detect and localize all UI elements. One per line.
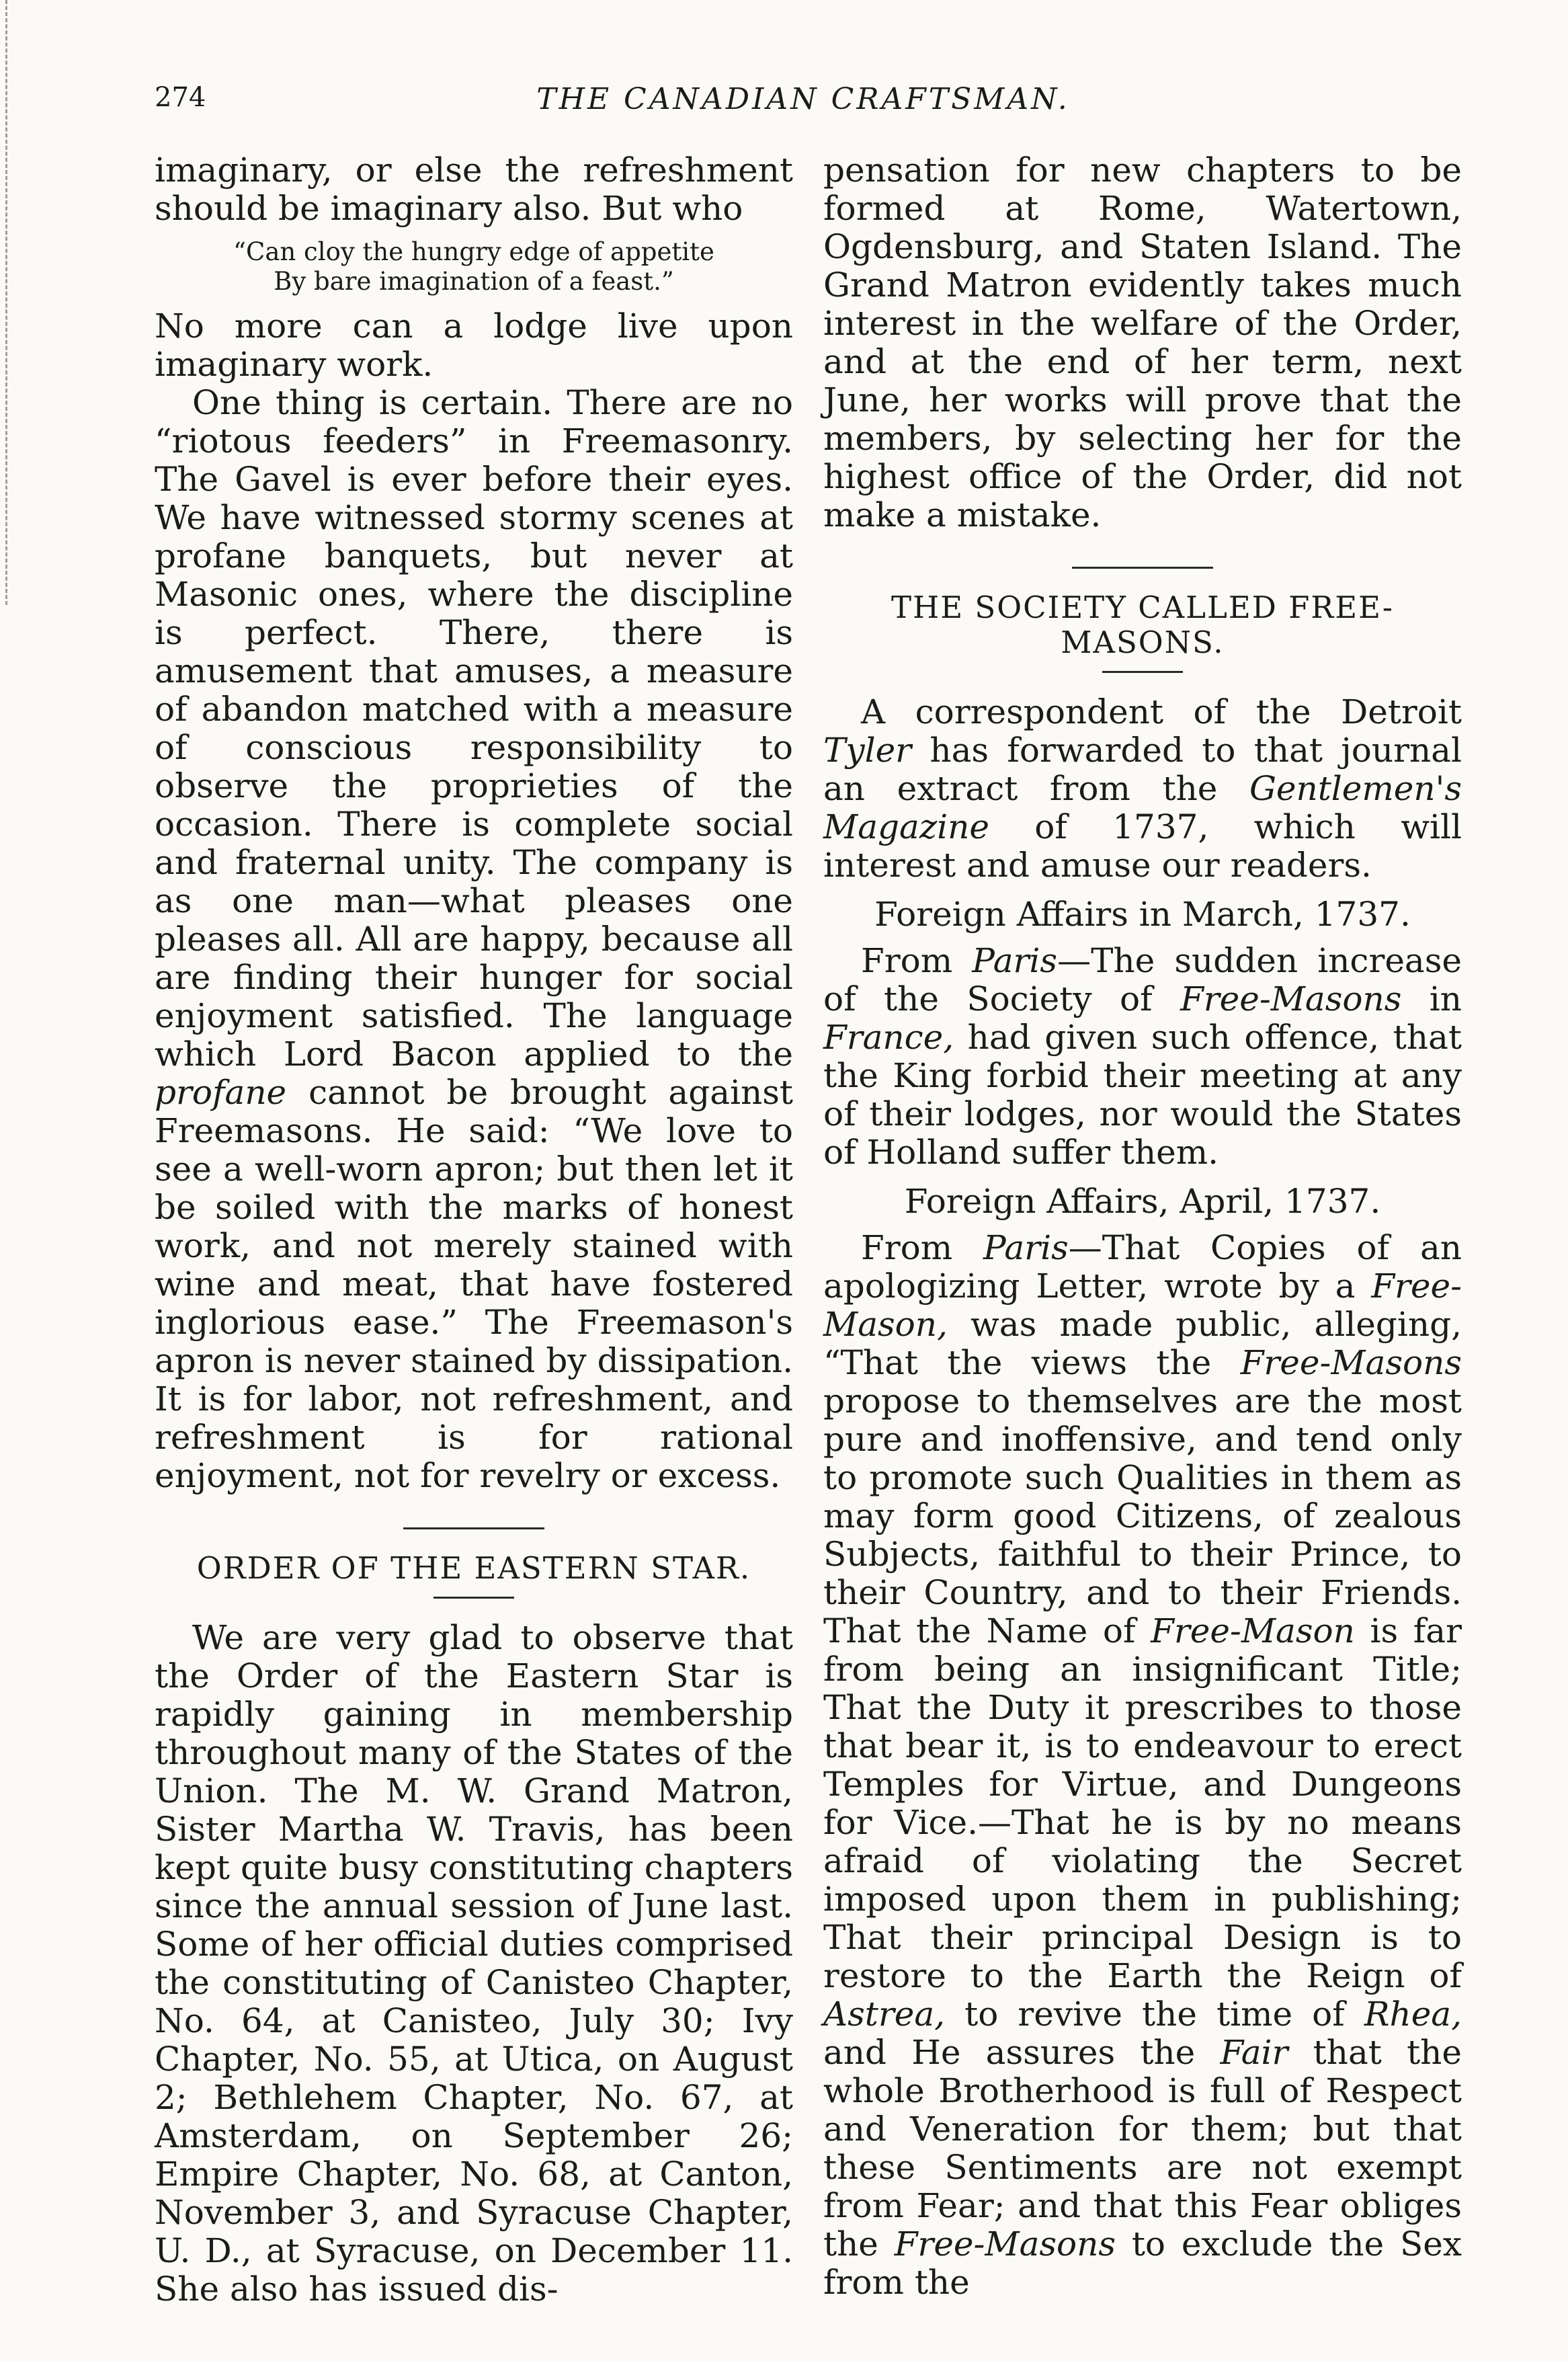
italic-run: Gentlemen's Magazine [823, 769, 1462, 846]
text-run: had given such offence, that the King forbid their meeting at any of their lodges, nor would the States of Holland suffer them. [823, 1018, 1462, 1172]
page-header [155, 74, 1452, 141]
text-run: and He assures the [823, 2033, 1196, 2072]
italic-run: Free-Masons [1180, 979, 1402, 1018]
italic-run: Rhea, [1364, 1995, 1462, 2034]
running-title: THE CANADIAN CRAFTSMAN. [536, 82, 1070, 116]
page-number: 274 [155, 82, 206, 113]
section-divider [403, 1527, 544, 1529]
italic-run: Tyler [823, 731, 912, 770]
text-run: A correspondent of the Detroit [861, 692, 1462, 731]
paragraph-correspondent [823, 693, 1462, 885]
verse-line-2: By bare imagination of a feast.” [274, 267, 674, 296]
heading-underline [1102, 671, 1183, 673]
heading-underline [434, 1597, 514, 1599]
paragraph-eastern-star: We are very glad to observe that the Order of the Eastern Star is rapidly gaining in membership throughout many of the States of the Union. The M. W. Grand Matron, Sister Martha W. Travis, has been kept quite busy constituting chapters since the annual session of June last. Some of her official duties comprised the constituting of Canisteo Chapter, No. 64, at Canisteo, July 30; Ivy Chapter, No. 55, at Utica, on August 2; Bethlehem Chapter, No. 67, at Amsterdam, on September 26; Empire Chapter, No. 68, at Canton, November 3, and Syracuse Chapter, U. D., at Syracuse, on December 11. She also has issued dis- [155, 1618, 793, 2309]
left-column [155, 151, 793, 2309]
italic-run: Paris [972, 941, 1058, 980]
text-run: One thing is certain. There are no “riotous feeders” in Freemasonry. The Gavel is ever before their eyes. We have witnessed stormy scenes at profane banquets, but never at Masonic ones, where the discipline is perfect. There, there is amusement that amuses, a measure of abandon matched with a measure of conscious responsibility to observe the proprieties of the occasion. There is complete social and fraternal unity. The company is as one man—what pleases one pleases all. All are happy, because all are finding their hunger for social enjoyment satisfied. The language which Lord Bacon applied to the [155, 383, 793, 1074]
heading-society-freemasons [823, 590, 1462, 660]
italic-run: Free-Mason [1151, 1611, 1355, 1650]
heading-eastern-star: ORDER OF THE EASTERN STAR. [196, 1550, 751, 1586]
text-run: From [861, 941, 953, 980]
dateline-march-1737: Foreign Affairs in March, 1737. [874, 895, 1411, 934]
text-run: —That Copies of an apologizing Letter, wrote by a [823, 1228, 1462, 1306]
italic-run: Paris [983, 1228, 1069, 1267]
text-run: of 1737, which will interest and amuse our readers. [823, 807, 1462, 885]
text-run: is far from being an insignificant Title; That the Duty it prescribes to those that bear it, is to endeavour to erect Temples for Virtue, and Dungeons for Vice.—That he is by no means afraid of violating the Secret imposed upon them in publishing; That their principal Design is to restore to the Earth the Reign of [823, 1611, 1462, 1995]
paragraph-riotous-feeders [155, 384, 793, 1495]
italic-run: Free-Mason, [823, 1267, 1462, 1344]
page-edge-binding [5, 0, 17, 605]
right-column [823, 151, 1462, 2302]
paragraph-paris-march [823, 942, 1462, 1172]
text-run: propose to themselves are the most pure and inoffensive, and tend only to promote such Qualities in them as may form good Citizens, of zealous Subjects, faithful to their Prince, to their Country, and to their Friends. That the Name of [823, 1382, 1462, 1650]
paragraph-dispensation: pensation for new chapters to be formed at Rome, Watertown, Ogdensburg, and Staten Island. The Grand Matron evidently takes much interest in the welfare of the Order, and at the end of her term, next June, her works will prove that the members, by selecting her for the highest office of the Order, did not make a mistake. [823, 151, 1462, 534]
italic-run: Free-Masons [1240, 1343, 1462, 1382]
text-run: cannot be brought against Freemasons. He said: “We love to see a well-worn apron; but then let it be soiled with the marks of honest work, and not merely stained with wine and meat, that have fostered inglorious ease.” The Freemason's apron is never stained by dissipation. It is for labor, not refreshment, and refreshment is for rational enjoyment, not for revelry or excess. [155, 1073, 793, 1495]
dateline-april-1737: Foreign Affairs, April, 1737. [904, 1182, 1381, 1221]
italic-run: profane [155, 1073, 287, 1112]
paragraph-paris-april [823, 1229, 1462, 2302]
text-run: to revive the time of [964, 1995, 1345, 2034]
paragraph-refreshment: imaginary, or else the refreshment should be imaginary also. But who [155, 151, 793, 228]
text-run: From [861, 1228, 953, 1267]
paragraph-imaginary-work: No more can a lodge live upon imaginary work. [155, 307, 793, 384]
italic-run: Free-Masons [894, 2225, 1116, 2264]
heading-line-2: MASONS. [1061, 625, 1225, 660]
italic-run: France, [823, 1018, 954, 1057]
section-divider [1072, 567, 1213, 569]
text-run: in [1429, 979, 1462, 1018]
italic-run: Astrea, [823, 1995, 946, 2034]
text-run: has forwarded to that journal an extract from the [823, 731, 1462, 808]
italic-run: Fair [1220, 2033, 1288, 2072]
text-run: that the whole Brotherhood is full of Respect and Veneration for them; but that these Sentiments are not exempt from Fear; and that this Fear obliges the [823, 2033, 1462, 2264]
text-run: to exclude the Sex from the [823, 2225, 1462, 2302]
quoted-verse [155, 237, 793, 296]
text-run: —The sudden increase of the Society of [823, 941, 1462, 1018]
heading-line-1: THE SOCIETY CALLED FREE- [891, 590, 1394, 625]
verse-line-1: “Can cloy the hungry edge of appetite [233, 237, 714, 266]
text-run: was made public, alleging, “That the views the [823, 1305, 1462, 1382]
